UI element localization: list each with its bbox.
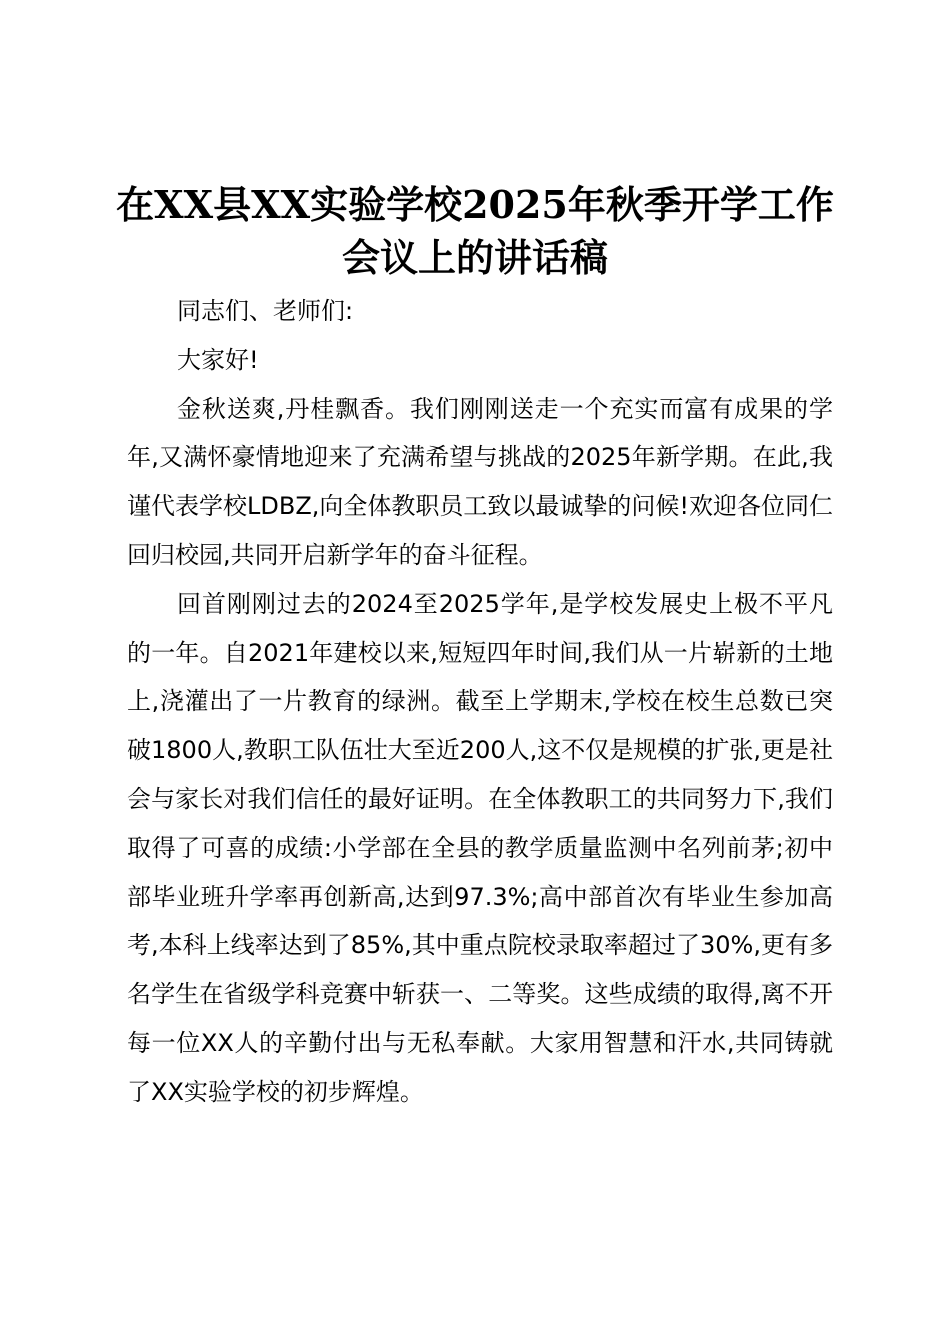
body-paragraph: 金秋送爽,丹桂飘香。我们刚刚送走一个充实而富有成果的学年,又满怀豪情地迎来了充满希望与挑战的2025年新学期。在此,我谨代表学校LDBZ,向全体教职员工致以最诚挚的问候!欢迎各位同仁回归校园,共同开启新学年的奋斗征程。 bbox=[127, 394, 834, 569]
document-body bbox=[127, 287, 833, 1117]
document-title: 在XX县XX实验学校2025年秋季开学工作会议上的讲话稿 bbox=[116, 182, 834, 280]
body-paragraph: 回首刚刚过去的2024至2025学年,是学校发展史上极不平凡的一年。自2021年建校以来,短短四年时间,我们从一片崭新的土地上,浇灌出了一片教育的绿洲。截至上学期末,学校在校生总数已突破1800人,教职工队伍壮大至近200人,这不仅是规模的扩张,更是社会与家长对我们信任的最好证明。在全体教职工的共同努力下,我们取得了可喜的成绩:小学部在全县的教学质量监测中名列前茅;初中部毕业班升学率再创新高,达到97.3%;高中部首次有毕业生参加高考,本科上线率达到了85%,其中重点院校录取率超过了30%,更有多名学生在省级学科竞赛中斩获一、二等奖。这些成绩的取得,离不开每一位XX人的辛勤付出与无私奉献。大家用智慧和汗水,共同铸就了XX实验学校的初步辉煌。 bbox=[127, 589, 833, 1106]
greeting: 大家好! bbox=[177, 345, 259, 374]
salutation: 同志们、老师们: bbox=[177, 297, 354, 325]
